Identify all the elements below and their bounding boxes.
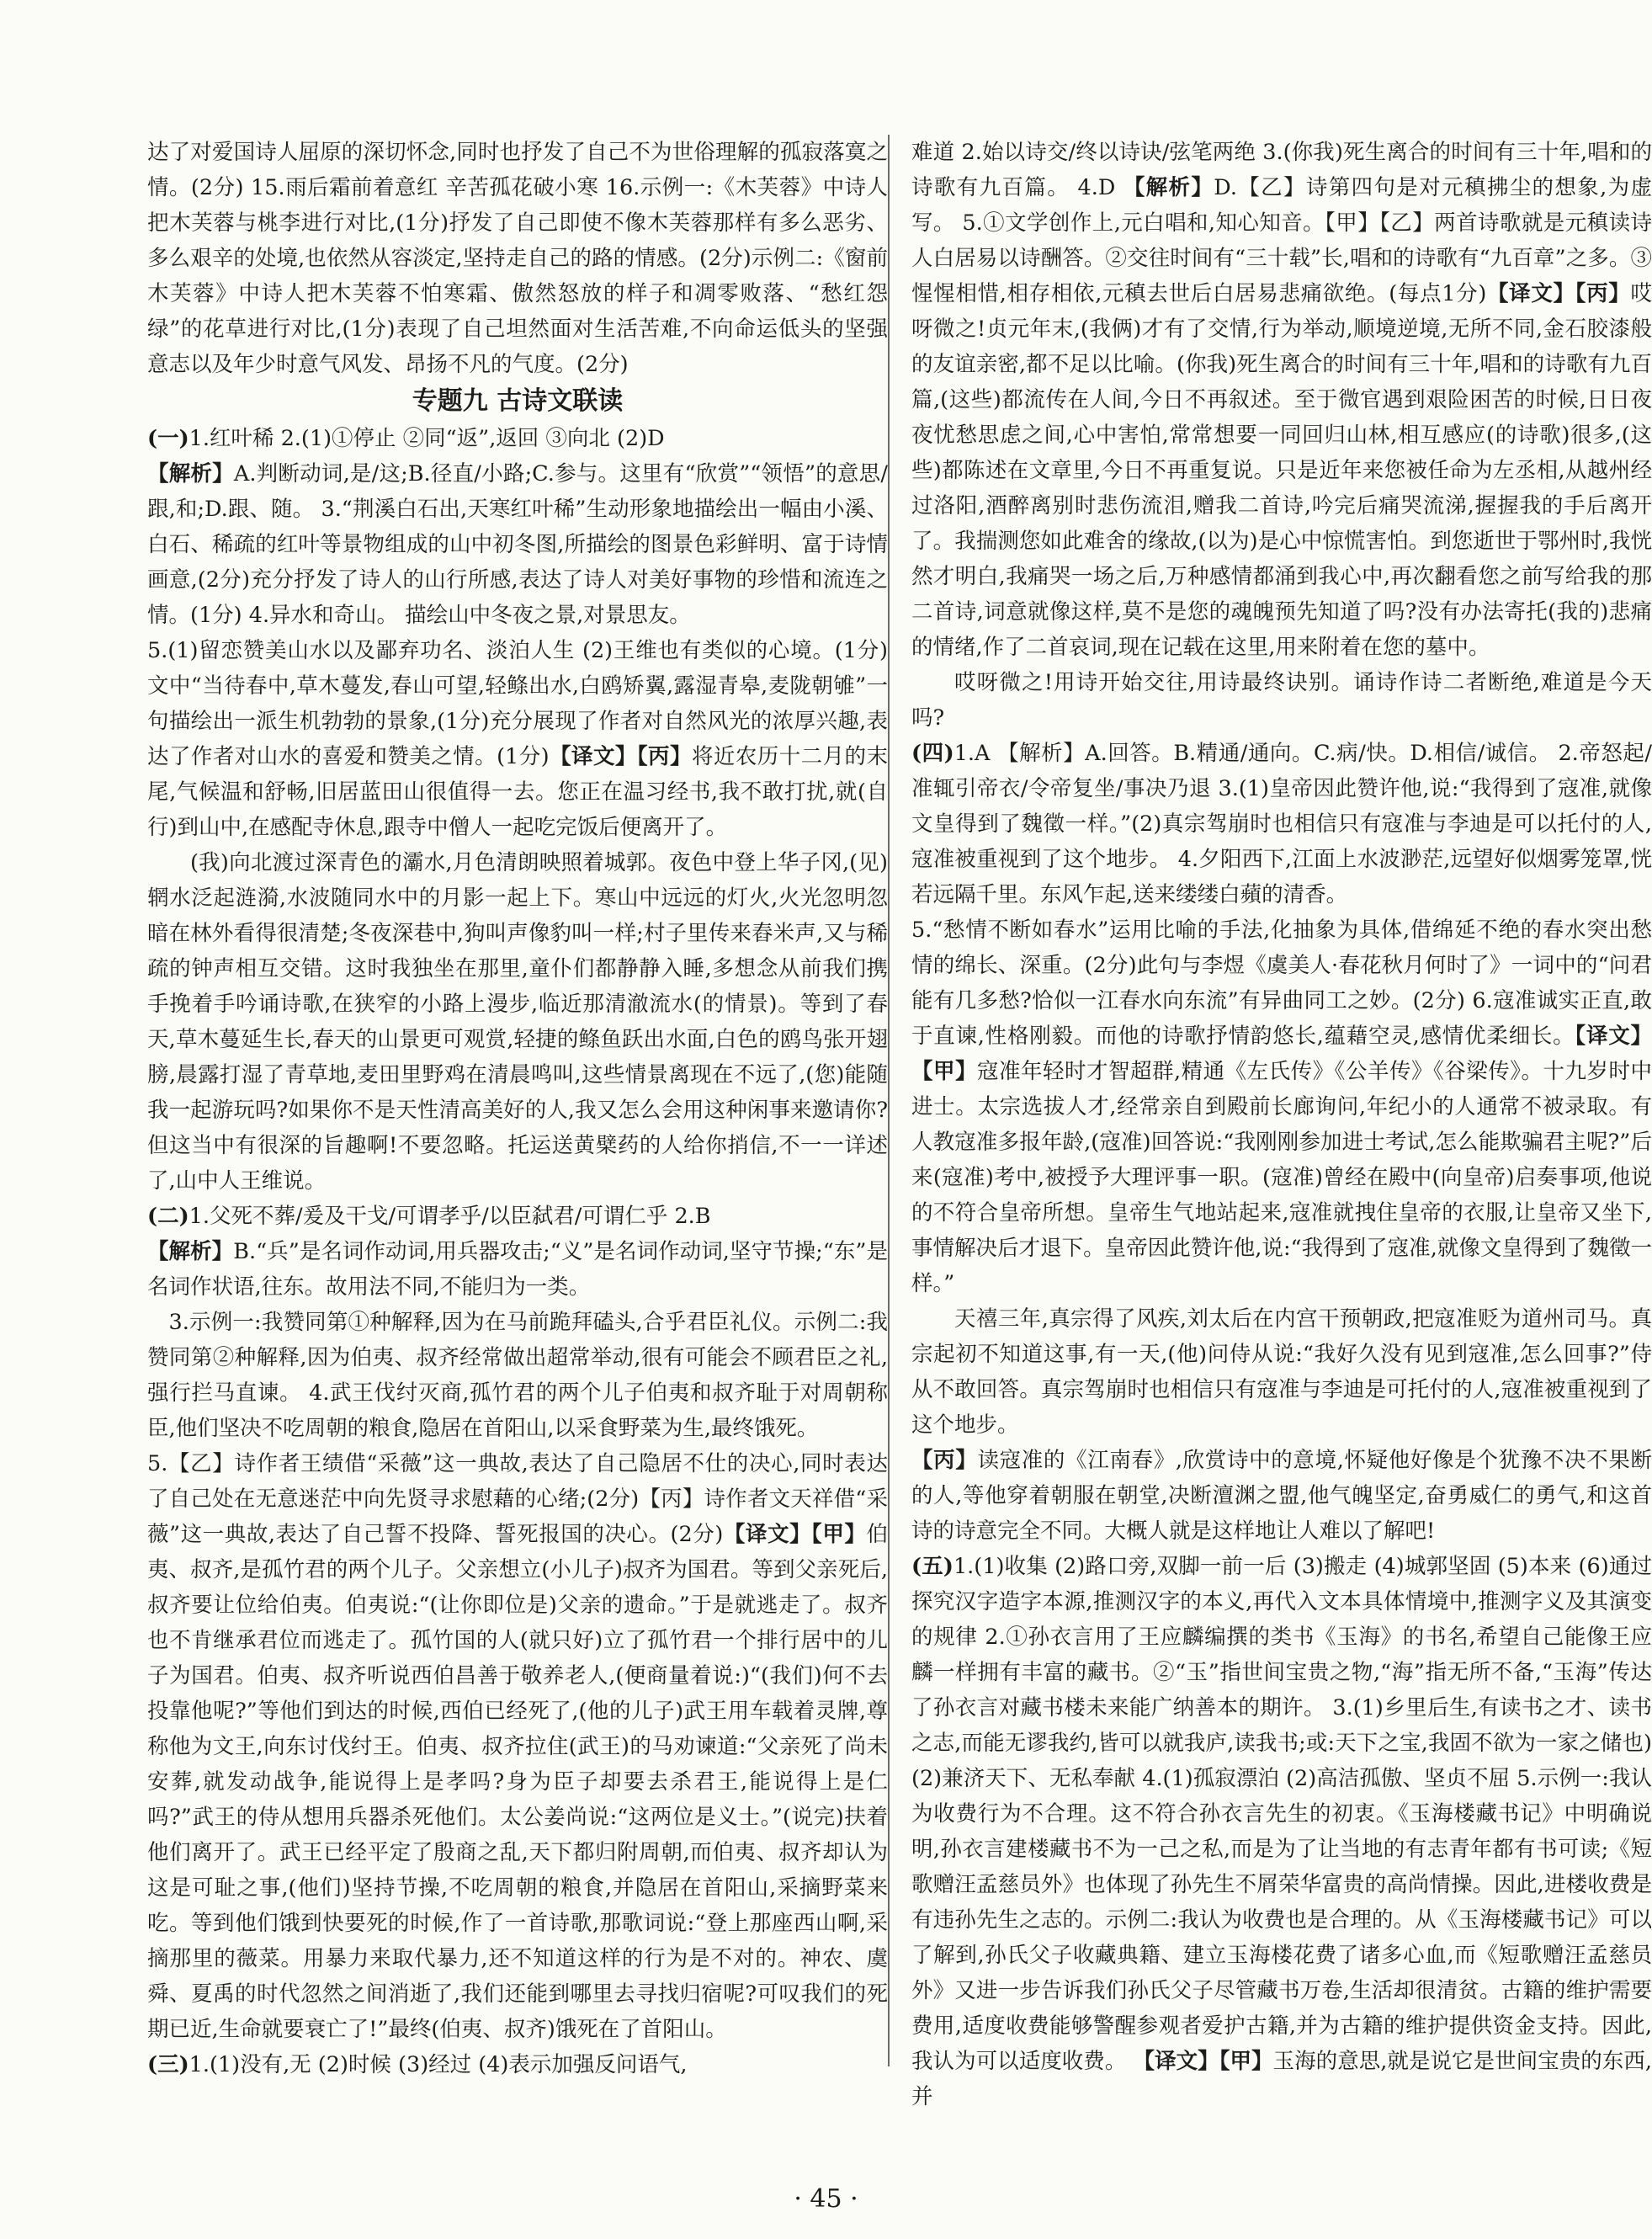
answer-text: 5.(1)留恋赞美山水以及鄙弃功名、淡泊人生 (2)王维也有类似的心境。(1分)文中“当待春中,草木蔓发,春山可望,轻鲦出水,白鸥矫翼,露湿青皋,麦陇朝雊”一句描绘出一派生机勃勃的景象,(1分)充分展现了作者对自然风光的浓厚兴趣,表达了作者对山水的喜爱和赞美之情。(1分) xyxy=(147,638,888,769)
paragraph xyxy=(911,135,1652,665)
answer-text: 5.【乙】诗作者王绩借“采薇”这一典故,表达了自己隐居不仕的决心,同时表达了自己处在无意迷茫中向先贤寻求慰藉的心绪;(2分)【丙】诗作者文天祥借“采薇”这一典故,表达了自己誓不投降、誓死报国的决心。(2分) xyxy=(147,1451,888,1547)
translation-label: 【丙】 xyxy=(911,1448,978,1473)
translation-text: 玉海的意思,就是说它是世间宝贵的东西,并 xyxy=(911,2049,1652,2109)
answer-text: 1.A 【解析】A.回答。B.精通/通向。C.病/快。D.相信/诚信。 2.帝怒起/准辄引帝衣/令帝复坐/事决乃退 3.(1)皇帝因此赞许他,说:“我得到了寇准,就像文皇得到了魏徵一样。”(2)真宗驾崩时也相信只有寇准与李迪是可以托付的人,寇准被重视到了这个地步。 4.夕阳西下,江面上水波渺茫,远望好似烟雾笼罩,恍若远隔千里。东风乍起,送来缕缕白蘋的清香。 xyxy=(911,741,1652,907)
paragraph xyxy=(147,1199,888,1234)
analysis-label: 【解析】 xyxy=(147,461,234,487)
section-label: (二) xyxy=(147,1204,189,1229)
paragraph xyxy=(147,633,888,845)
translation-label: 【译文】【甲】 xyxy=(723,1522,867,1547)
answer-text: 难道 2.始以诗交/终以诗诀/弦笔两绝 3.(你我)死生离合的时间有三十年,唱和的诗歌有九百篇。 4.D xyxy=(911,140,1652,200)
section-label: (三) xyxy=(147,2052,189,2077)
translation-text: 伯夷、叔齐,是孤竹君的两个儿子。父亲想立(小儿子)叔齐为国君。等到父亲死后,叔齐要让位给伯夷。伯夷说:“(让你即位是)父亲的遗命。”于是就逃走了。叔齐也不肯继承君位而逃走了。孤竹国的人(就只好)立了孤竹君一个排行居中的儿子为国君。伯夷、叔齐听说西伯昌善于敬养老人,(便商量着说:)“(我们)何不去投靠他呢?”等他们到达的时候,西伯已经死了,(他的儿子)武王用车载着灵牌,尊称他为文王,向东讨伐纣王。伯夷、叔齐拉住(武王)的马劝谏道:“父亲死了尚未安葬,就发动战争,能说得上是孝吗?身为臣子却要去杀君王,能说得上是仁吗?”武王的侍从想用兵器杀死他们。太公姜尚说:“这两位是义士。”(说完)扶着他们离开了。武王已经平定了殷商之乱,天下都归附周朝,而伯夷、叔齐却认为这是可耻之事,(他们)坚持节操,不吃周朝的粮食,并隐居在首阳山,采摘野菜来吃。等到他们饿到快要死的时候,作了一首诗歌,那歌词说:“登上那座西山啊,采摘那里的薇菜。用暴力来取代暴力,还不知道这样的行为是不对的。神农、虞舜、夏禹的时代忽然之间消逝了,我们还能到哪里去寻找归宿呢?可叹我们的死期已近,生命就要衰亡了!”最终(伯夷、叔齐)饿死在了首阳山。 xyxy=(147,1522,888,2042)
answer-text: 1.(1)没有,无 (2)时候 (3)经过 (4)表示加强反问语气, xyxy=(189,2052,688,2077)
paragraph xyxy=(911,912,1652,1301)
paragraph xyxy=(911,736,1652,912)
paragraph xyxy=(147,1446,888,2047)
translation-label: 【译文】【甲】 xyxy=(911,1024,1652,1084)
page-number: · 45 · xyxy=(794,2184,858,2214)
analysis-text: B.“兵”是名词作动词,用兵器攻击;“义”是名词作动词,坚守节操;“东”是名词作状语,往东。故用法不同,不能归为一类。 xyxy=(147,1239,888,1300)
translation-text: 将近农历十二月的末尾,气候温和舒畅,旧居蓝田山很值得一去。您正在温习经书,我不敢打扰,就(自行)到山中,在感配寺休息,跟寺中僧人一起吃完饭后便离开了。 xyxy=(147,744,888,840)
analysis-label: 【解析】 xyxy=(147,1239,234,1264)
analysis-text: D.【乙】诗第四句是对元稹拂尘的想象,为虚写。 5.①文学创作上,元白唱和,知心知音。【甲】【乙】两首诗歌就是元稹读诗人白居易以诗酬答。②交往时间有“三十载”长,唱和的诗歌有“九百章”之多。③惺惺相惜,相存相依,元稹去世后白居易悲痛欲绝。(每点1分) xyxy=(911,175,1652,306)
paragraph: 达了对爱国诗人屈原的深切怀念,同时也抒发了自己不为世俗理解的孤寂落寞之情。(2分) 15.雨后霜前着意红 辛苦孤花破小寒 16.示例一:《木芙蓉》中诗人把木芙蓉与桃李进行对比,(1分)抒发了自己即使不像木芙蓉那样有多么恶劣、多么艰辛的处境,也依然从容淡定,坚持走自己的路的情感。(2分)示例二:《窗前木芙蓉》中诗人把木芙蓉不怕寒霜、傲然怒放的样子和凋零败落、“愁红怨绿”的花草进行对比,(1分)表现了自己坦然面对生活苦难,不向命运低头的坚强意志以及年少时意气风发、昂扬不凡的气度。(2分) xyxy=(147,140,888,377)
paragraph xyxy=(147,2047,888,2082)
translation-text: 读寇准的《江南春》,欣赏诗中的意境,怀疑他好像是个犹豫不决不果断的人,等他穿着朝服在朝堂,决断澶渊之盟,他气魄坚定,奋勇威仁的勇气,和这首诗的诗意完全不同。大概人就是这样地让人难以了解吧! xyxy=(911,1448,1652,1544)
translation-label: 【译文】【甲】 xyxy=(1133,2049,1273,2074)
paragraph xyxy=(147,421,888,456)
section-heading: 专题九 古诗文联读 xyxy=(412,386,624,416)
translation-text: 哎呀微之!贞元年末,(我俩)才有了交情,行为举动,顺境逆境,无所不同,金石胶漆般的友谊亲密,都不足以比喻。(你我)死生离合的时间有三十年,唱和的诗歌有九百篇,(这些)都流传在人间,今日不再叙述。至于微官遇到艰险困苦的时候,日日夜夜忧愁思虑之间,心中害怕,常常想要一同回归山林,相互感应(的诗歌)很多,(这些)都陈述在文章里,今日不再重复说。只是近年来您被任命为左丞相,从越州经过洛阳,酒醉离别时悲伤流泪,赠我二首诗,吟完后痛哭流涕,握握我的手后离开了。我揣测您如此难舍的缘故,(以为)是心中惊慌害怕。到您逝世于鄂州时,我恍然才明白,我痛哭一场之后,万种感情都涌到我心中,再次翻看您之前写给我的那二首诗,词意就像这样,莫不是您的魂魄预先知道了吗?没有办法寄托(我的)悲痛的情绪,作了二首哀词,现在记载在这里,用来附着在您的墓中。 xyxy=(911,281,1652,660)
answer-text: 5.“愁情不断如春水”运用比喻的手法,化抽象为具体,借绵延不绝的春水突出愁情的绵长、深重。(2分)此句与李煜《虞美人·春花秋月何时了》一词中的“问君能有几多愁?恰似一江春水向东流”有异曲同工之妙。(2分) 6.寇准诚实正直,敢于直谏,性格刚毅。而他的诗歌抒情韵悠长,蕴藉空灵,感情优柔细长。 xyxy=(911,917,1652,1049)
section-label: (四) xyxy=(911,741,954,766)
paragraph xyxy=(911,1549,1652,2114)
translation-label: 【译文】【丙】 xyxy=(1486,281,1631,306)
paragraph xyxy=(147,456,888,633)
left-column xyxy=(147,135,888,2082)
right-column xyxy=(911,135,1652,2114)
section-label: (一) xyxy=(147,426,189,451)
paragraph: 天禧三年,真宗得了风疾,刘太后在内宫干预朝政,把寇准贬为道州司马。真宗起初不知道这事,有一天,(他)问侍从说:“我好久没有见到寇准,怎么回事?”侍从不敢回答。真宗驾崩时也相信只有寇准与李迪是可托付的人,寇准被重视到了这个地步。 xyxy=(911,1306,1652,1438)
column-divider xyxy=(888,135,890,2066)
analysis-text: A.判断动词,是/这;B.径直/小路;C.参与。这里有“欣赏”“领悟”的意思/跟,和;D.跟、随。 3.“荆溪白石出,天寒红叶稀”生动形象地描绘出一幅由小溪、白石、稀疏的红叶等景物组成的山中初冬图,所描绘的图景色彩鲜明、富于诗情画意,(2分)充分抒发了诗人的山行所感,表达了诗人对美好事物的珍惜和流连之情。(1分) 4.异水和奇山。 描绘山中冬夜之景,对景思友。 xyxy=(147,461,888,628)
paragraph: (我)向北渡过深青色的灞水,月色清朗映照着城郭。夜色中登上华子冈,(见)辋水泛起涟漪,水波随同水中的月影一起上下。寒山中远远的灯火,火光忽明忽暗在林外看得很清楚;冬夜深巷中,狗叫声像豹叫一样;村子里传来舂米声,又与稀疏的钟声相互交错。这时我独坐在那里,童仆们都静静入睡,多想念从前我们携手挽着手吟诵诗歌,在狭窄的小路上漫步,临近那清澈流水(的情景)。等到了春天,草木蔓延生长,春天的山景更可观赏,轻捷的鲦鱼跃出水面,白色的鸥鸟张开翅膀,晨露打湿了青草地,麦田里野鸡在清晨鸣叫,这些情景离现在不远了,(您)能随我一起游玩吗?如果你不是天性清高美好的人,我又怎么会用这种闲事来邀请你?但这当中有很深的旨趣啊!不要忽略。托运送黄檗药的人给你捎信,不一一详述了,山中人王维说。 xyxy=(147,850,888,1194)
paragraph xyxy=(147,1234,888,1305)
answer-text: 1.父死不葬/爰及干戈/可谓孝乎/以臣弑君/可谓仁乎 2.B xyxy=(189,1204,711,1229)
paragraph xyxy=(911,1443,1652,1549)
answer-text: 1.红叶稀 2.(1)①停止 ②同“返”,返回 ③向北 (2)D xyxy=(189,426,665,451)
translation-text: 寇准年轻时才智超群,精通《左氏传》《公羊传》《谷梁传》。十九岁时中进士。太宗选拔人才,经常亲自到殿前长廊询问,年纪小的人通常不被录取。有人教寇准多报年龄,(寇准)回答说:“我刚刚参加进士考试,怎么能欺骗君主呢?”后来(寇准)考中,被授予大理评事一职。(寇准)曾经在殿中(向皇帝)启奏事项,他说的不符合皇帝所想。皇帝生气地站起来,寇准就拽住皇帝的衣服,让皇帝又坐下,事情解决后才退下。皇帝因此赞许他,说:“我得到了寇准,就像文皇得到了魏徵一样。” xyxy=(911,1059,1652,1296)
translation-label: 【译文】【丙】 xyxy=(549,744,692,769)
paragraph: 哎呀微之!用诗开始交往,用诗最终诀别。诵诗作诗二者断绝,难道是今天吗? xyxy=(911,670,1652,731)
section-label: (五) xyxy=(911,1554,953,1579)
answer-text: 1.(1)收集 (2)路口旁,双脚一前一后 (3)搬走 (4)城郭坚固 (5)本来 (6)通过探究汉字造字本源,推测汉字的本义,再代入文本具体情境中,推测字义及其演变的规律 2.①孙衣言用了王应麟编撰的类书《玉海》的书名,希望自己能像王应麟一样拥有丰富的藏书。②“玉”指世间宝贵之物,“海”指无所不备,“玉海”传达了孙衣言对藏书楼未来能广纳善本的期许。 3.(1)乡里后生,有读书之才、读书之志,而能无谬我约,皆可以就我庐,读我书;或:天下之宝,我固不欲为一家之储也) (2)兼济天下、无私奉献 4.(1)孤寂漂泊 (2)高洁孤傲、坚贞不屈 5.示例一:我认为收费行为不合理。这不符合孙衣言先生的初衷。《玉海楼藏书记》中明确说明,孙衣言建楼藏书不为一己之私,而是为了让当地的有志青年都有书可读;《短歌赠汪孟慈员外》也体现了孙先生不屑荣华富贵的高尚情操。因此,进楼收费是有违孙先生之志的。示例二:我认为收费也是合理的。从《玉海楼藏书记》可以了解到,孙氏父子收藏典籍、建立玉海楼花费了诸多心血,而《短歌赠汪孟慈员外》又进一步告诉我们孙氏父子尽管藏书万卷,生活却很清贫。古籍的维护需要费用,适度收费能够警醒参观者爱护古籍,并为古籍的维护提供资金支持。因此,我认为可以适度收费。 xyxy=(911,1554,1652,2074)
paragraph: 3.示例一:我赞同第①种解释,因为在马前跪拜磕头,合乎君臣礼仪。示例二:我赞同第②种解释,因为伯夷、叔齐经常做出超常举动,很有可能会不顾君臣之礼,强行拦马直谏。 4.武王伐纣灭商,孤竹君的两个儿子伯夷和叔齐耻于对周朝称臣,他们坚决不吃周朝的粮食,隐居在首阳山,以采食野菜为生,最终饿死。 xyxy=(147,1310,888,1441)
analysis-label: 【解析】 xyxy=(1123,175,1214,200)
